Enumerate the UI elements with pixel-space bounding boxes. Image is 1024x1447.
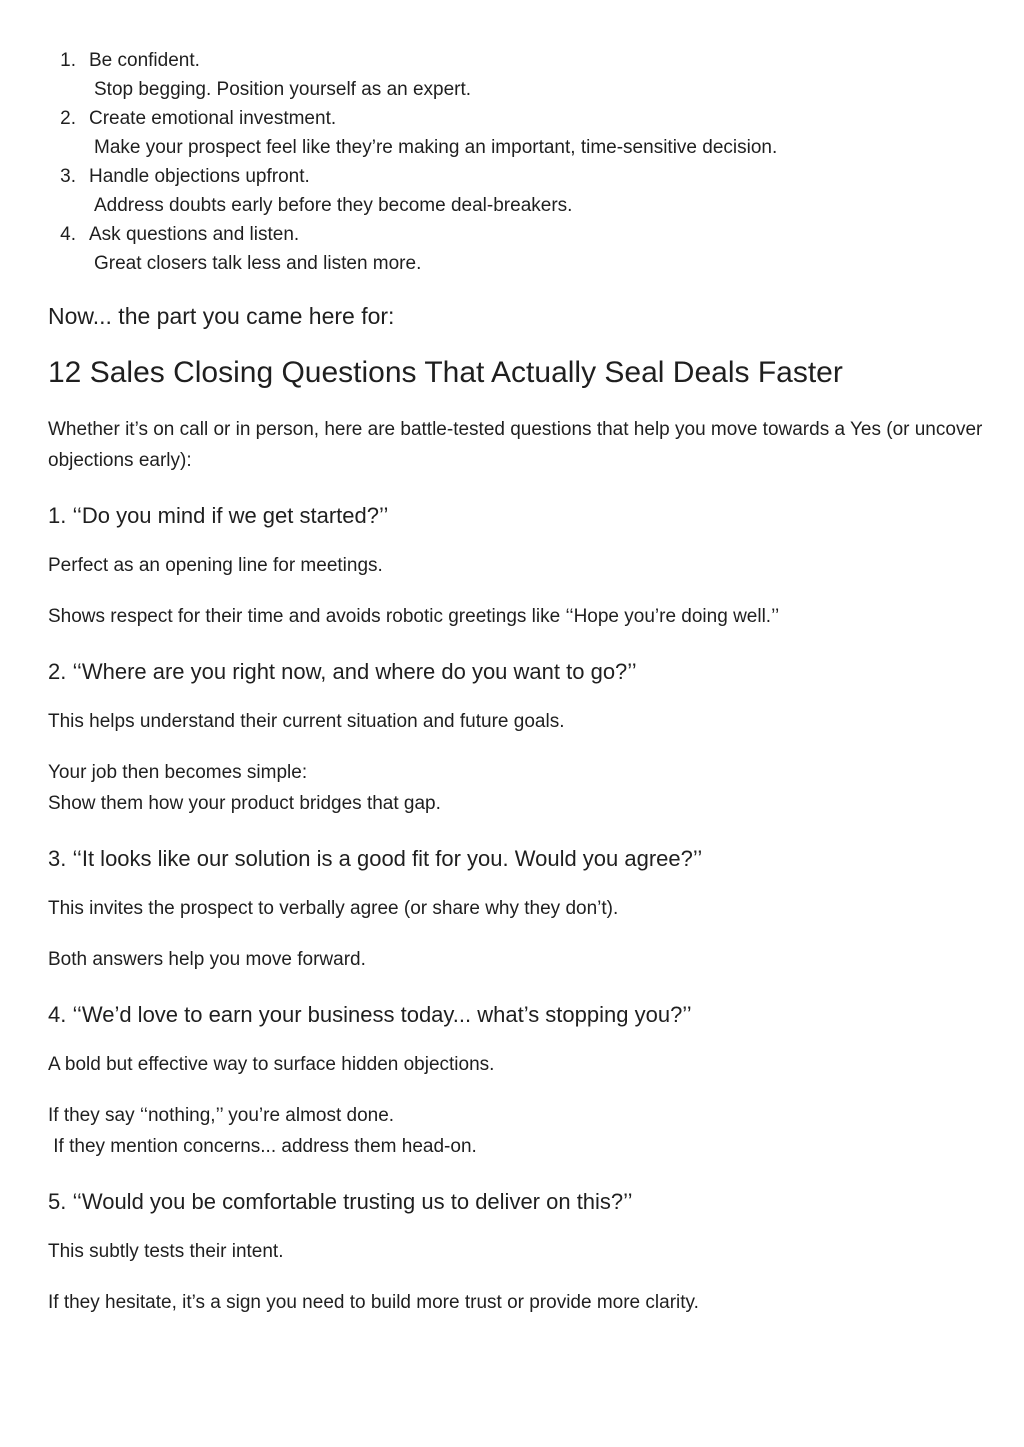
tip-description: Address doubts early before they become deal-breakers. [94,195,573,216]
paragraph-line: A bold but effective way to surface hidden objections. [48,1054,495,1075]
paragraph-line: Both answers help you move forward. [48,949,366,970]
section-title: 12 Sales Closing Questions That Actually Seal Deals Faster [48,356,843,389]
paragraph-line: If they say ‘‘nothing,’’ you’re almost done. [48,1105,395,1126]
tip-title: Create emotional investment. [89,108,337,129]
tip-title: Ask questions and listen. [89,224,300,245]
list-item [48,104,988,162]
document-page [48,46,988,1318]
paragraph-line: Your job then becomes simple: [48,762,308,783]
paragraph-line: This invites the prospect to verbally agree (or share why they don’t). [48,898,619,919]
tip-description: Great closers talk less and listen more. [94,253,422,274]
question-paragraph [48,1100,988,1162]
question-paragraph [48,706,988,737]
paragraph-line: Shows respect for their time and avoids robotic greetings like ‘‘Hope you’re doing well.’’ [48,606,780,627]
tip-description: Stop begging. Position yourself as an expert. [94,79,472,100]
question-paragraph [48,1236,988,1267]
question-paragraph [48,601,988,632]
list-number: 2. [60,108,76,129]
list-number: 3. [60,166,76,187]
question-paragraph [48,944,988,975]
paragraph-line: If they mention concerns... address them head-on. [48,1136,477,1157]
question-paragraph [48,757,988,819]
closing-tips-list [48,46,988,278]
list-number: 4. [60,224,76,245]
paragraph-line: Perfect as an opening line for meetings. [48,555,383,576]
question-paragraph [48,893,988,924]
list-item [48,46,988,104]
paragraph-line: If they hesitate, it’s a sign you need to build more trust or provide more clarity. [48,1292,699,1313]
tip-title: Be confident. [89,50,200,71]
question-paragraph [48,550,988,581]
question-heading: 5. ‘‘Would you be comfortable trusting us to deliver on this?’’ [48,1189,633,1214]
question-paragraph [48,1287,988,1318]
paragraph-line: This helps understand their current situation and future goals. [48,711,565,732]
tip-description: Make your prospect feel like they’re making an important, time-sensitive decision. [94,137,778,158]
intro-paragraph: Whether it’s on call or in person, here are battle-tested questions that help you move towards a Yes (or uncover objections early): [48,419,983,471]
paragraph-line: This subtly tests their intent. [48,1241,284,1262]
question-heading: 3. ‘‘It looks like our solution is a good fit for you. Would you agree?’’ [48,846,703,871]
question-paragraph [48,1049,988,1080]
tip-title: Handle objections upfront. [89,166,310,187]
list-item [48,162,988,220]
paragraph-line: Show them how your product bridges that gap. [48,793,441,814]
list-number: 1. [60,50,76,71]
question-heading: 2. ‘‘Where are you right now, and where do you want to go?’’ [48,659,637,684]
list-item [48,220,988,278]
question-heading: 1. ‘‘Do you mind if we get started?’’ [48,503,389,528]
question-heading: 4. ‘‘We’d love to earn your business today... what’s stopping you?’’ [48,1002,692,1027]
lead-in-text: Now... the part you came here for: [48,303,395,329]
